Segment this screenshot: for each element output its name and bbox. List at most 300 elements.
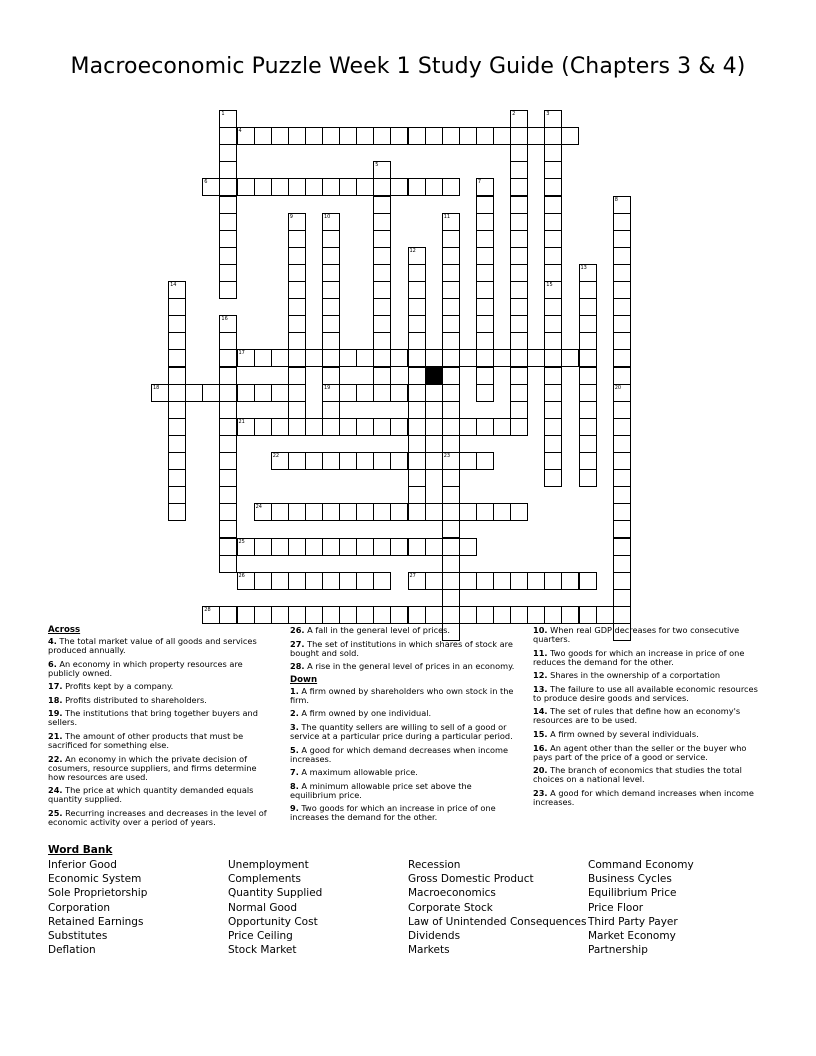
- grid-cell[interactable]: [288, 247, 306, 265]
- grid-cell[interactable]: [476, 367, 494, 385]
- grid-cell[interactable]: [544, 196, 562, 214]
- grid-cell[interactable]: [237, 384, 255, 402]
- grid-cell[interactable]: [271, 418, 289, 436]
- grid-cell[interactable]: [476, 349, 494, 367]
- grid-cell[interactable]: [493, 503, 511, 521]
- grid-cell[interactable]: [271, 178, 289, 196]
- grid-cell[interactable]: [219, 110, 237, 128]
- grid-cell[interactable]: [613, 264, 631, 282]
- grid-cell[interactable]: [442, 572, 460, 590]
- grid-cell[interactable]: [476, 572, 494, 590]
- grid-cell[interactable]: [219, 384, 237, 402]
- grid-cell[interactable]: [613, 606, 631, 624]
- grid-cell[interactable]: [613, 520, 631, 538]
- grid-cell[interactable]: [544, 161, 562, 179]
- grid-cell[interactable]: [579, 469, 597, 487]
- grid-cell[interactable]: [305, 538, 323, 556]
- grid-cell[interactable]: [322, 401, 340, 419]
- grid-cell[interactable]: [579, 384, 597, 402]
- grid-cell[interactable]: [561, 606, 579, 624]
- grid-cell[interactable]: [219, 469, 237, 487]
- grid-cell[interactable]: [476, 384, 494, 402]
- grid-cell[interactable]: [476, 127, 494, 145]
- grid-cell[interactable]: [425, 178, 443, 196]
- grid-cell[interactable]: [408, 606, 426, 624]
- grid-cell[interactable]: [254, 572, 272, 590]
- grid-cell[interactable]: [151, 384, 169, 402]
- grid-cell[interactable]: [544, 384, 562, 402]
- grid-cell[interactable]: [356, 127, 374, 145]
- grid-cell[interactable]: [237, 572, 255, 590]
- grid-cell[interactable]: [544, 572, 562, 590]
- grid-cell[interactable]: [288, 264, 306, 282]
- grid-cell[interactable]: [579, 606, 597, 624]
- grid-cell[interactable]: [613, 349, 631, 367]
- grid-cell[interactable]: [476, 196, 494, 214]
- grid-cell[interactable]: [510, 281, 528, 299]
- grid-cell[interactable]: [271, 349, 289, 367]
- grid-cell[interactable]: [322, 452, 340, 470]
- grid-cell[interactable]: [322, 367, 340, 385]
- grid-cell[interactable]: [373, 230, 391, 248]
- grid-cell[interactable]: [442, 486, 460, 504]
- grid-cell[interactable]: [288, 281, 306, 299]
- grid-cell[interactable]: [219, 178, 237, 196]
- grid-cell[interactable]: [510, 418, 528, 436]
- grid-cell[interactable]: [476, 247, 494, 265]
- grid-cell[interactable]: [596, 606, 614, 624]
- grid-cell[interactable]: [510, 161, 528, 179]
- grid-cell[interactable]: [613, 469, 631, 487]
- grid-cell[interactable]: [373, 349, 391, 367]
- grid-cell[interactable]: [168, 367, 186, 385]
- grid-cell[interactable]: [613, 486, 631, 504]
- grid-cell[interactable]: [271, 452, 289, 470]
- grid-cell[interactable]: [237, 127, 255, 145]
- grid-cell[interactable]: [510, 606, 528, 624]
- grid-cell[interactable]: [544, 127, 562, 145]
- grid-cell[interactable]: [544, 178, 562, 196]
- grid-cell[interactable]: [373, 538, 391, 556]
- grid-cell[interactable]: [544, 469, 562, 487]
- grid-cell[interactable]: [168, 332, 186, 350]
- grid-cell[interactable]: [288, 315, 306, 333]
- grid-cell[interactable]: [219, 247, 237, 265]
- grid-cell[interactable]: [288, 178, 306, 196]
- grid-cell[interactable]: [442, 452, 460, 470]
- grid-cell[interactable]: [510, 503, 528, 521]
- grid-cell[interactable]: [288, 230, 306, 248]
- grid-cell[interactable]: [219, 196, 237, 214]
- grid-cell[interactable]: [305, 503, 323, 521]
- grid-cell[interactable]: [613, 384, 631, 402]
- grid-cell[interactable]: [219, 161, 237, 179]
- grid-cell[interactable]: [288, 332, 306, 350]
- grid-cell[interactable]: [288, 367, 306, 385]
- grid-cell[interactable]: [288, 127, 306, 145]
- grid-cell[interactable]: [322, 606, 340, 624]
- grid-cell[interactable]: [390, 418, 408, 436]
- grid-cell[interactable]: [168, 503, 186, 521]
- grid-cell[interactable]: [219, 349, 237, 367]
- grid-cell[interactable]: [168, 418, 186, 436]
- grid-cell[interactable]: [339, 178, 357, 196]
- grid-cell[interactable]: [579, 298, 597, 316]
- grid-cell[interactable]: [390, 503, 408, 521]
- grid-cell[interactable]: [425, 452, 443, 470]
- grid-cell[interactable]: [237, 349, 255, 367]
- grid-cell[interactable]: [613, 298, 631, 316]
- grid-cell[interactable]: [390, 452, 408, 470]
- grid-cell[interactable]: [510, 315, 528, 333]
- grid-cell[interactable]: [408, 435, 426, 453]
- grid-cell[interactable]: [510, 178, 528, 196]
- grid-cell[interactable]: [271, 503, 289, 521]
- grid-cell[interactable]: [305, 452, 323, 470]
- grid-cell[interactable]: [425, 384, 443, 402]
- grid-cell[interactable]: [373, 315, 391, 333]
- grid-cell[interactable]: [373, 452, 391, 470]
- grid-cell[interactable]: [322, 213, 340, 231]
- grid-cell[interactable]: [613, 247, 631, 265]
- grid-cell[interactable]: [408, 486, 426, 504]
- grid-cell[interactable]: [459, 127, 477, 145]
- grid-cell[interactable]: [442, 127, 460, 145]
- grid-cell[interactable]: [322, 384, 340, 402]
- grid-cell[interactable]: [373, 572, 391, 590]
- grid-cell[interactable]: [202, 178, 220, 196]
- grid-cell[interactable]: [425, 127, 443, 145]
- grid-cell[interactable]: [202, 384, 220, 402]
- grid-cell[interactable]: [168, 384, 186, 402]
- grid-cell[interactable]: [442, 315, 460, 333]
- grid-cell[interactable]: [613, 281, 631, 299]
- grid-cell[interactable]: [237, 538, 255, 556]
- grid-cell[interactable]: [356, 178, 374, 196]
- grid-cell[interactable]: [390, 538, 408, 556]
- grid-cell[interactable]: [527, 127, 545, 145]
- grid-cell[interactable]: [408, 298, 426, 316]
- grid-cell[interactable]: [219, 127, 237, 145]
- grid-cell[interactable]: [219, 418, 237, 436]
- grid-cell[interactable]: [442, 298, 460, 316]
- grid-cell[interactable]: [442, 213, 460, 231]
- grid-cell[interactable]: [373, 213, 391, 231]
- grid-cell[interactable]: [408, 367, 426, 385]
- grid-cell[interactable]: [527, 572, 545, 590]
- grid-cell[interactable]: [322, 281, 340, 299]
- grid-cell[interactable]: [613, 213, 631, 231]
- grid-cell[interactable]: [254, 538, 272, 556]
- grid-cell[interactable]: [202, 606, 220, 624]
- grid-cell[interactable]: [408, 332, 426, 350]
- grid-cell[interactable]: [442, 418, 460, 436]
- grid-cell[interactable]: [288, 503, 306, 521]
- grid-cell[interactable]: [373, 247, 391, 265]
- grid-cell[interactable]: [305, 418, 323, 436]
- grid-cell[interactable]: [613, 332, 631, 350]
- grid-cell[interactable]: [339, 452, 357, 470]
- grid-cell[interactable]: [613, 418, 631, 436]
- grid-cell[interactable]: [390, 384, 408, 402]
- grid-cell[interactable]: [561, 127, 579, 145]
- grid-cell[interactable]: [425, 418, 443, 436]
- grid-cell[interactable]: [493, 418, 511, 436]
- grid-cell[interactable]: [544, 418, 562, 436]
- grid-cell[interactable]: [408, 349, 426, 367]
- grid-cell[interactable]: [356, 606, 374, 624]
- grid-cell[interactable]: [527, 606, 545, 624]
- grid-cell[interactable]: [493, 349, 511, 367]
- grid-cell[interactable]: [322, 315, 340, 333]
- grid-cell[interactable]: [442, 606, 460, 624]
- grid-cell[interactable]: [219, 213, 237, 231]
- grid-cell[interactable]: [544, 349, 562, 367]
- grid-cell[interactable]: [219, 503, 237, 521]
- grid-cell[interactable]: [510, 247, 528, 265]
- grid-cell[interactable]: [254, 178, 272, 196]
- grid-cell[interactable]: [373, 281, 391, 299]
- grid-cell[interactable]: [356, 538, 374, 556]
- grid-cell[interactable]: [476, 264, 494, 282]
- grid-cell[interactable]: [168, 349, 186, 367]
- grid-cell[interactable]: [408, 264, 426, 282]
- grid-cell[interactable]: [544, 230, 562, 248]
- grid-cell[interactable]: [442, 538, 460, 556]
- grid-cell[interactable]: [373, 503, 391, 521]
- grid-cell[interactable]: [579, 572, 597, 590]
- grid-cell[interactable]: [510, 264, 528, 282]
- grid-cell[interactable]: [493, 606, 511, 624]
- grid-cell[interactable]: [425, 538, 443, 556]
- grid-cell[interactable]: [305, 606, 323, 624]
- grid-cell[interactable]: [510, 367, 528, 385]
- grid-cell[interactable]: [613, 435, 631, 453]
- grid-cell[interactable]: [476, 178, 494, 196]
- grid-cell[interactable]: [254, 606, 272, 624]
- grid-cell[interactable]: [373, 332, 391, 350]
- grid-cell[interactable]: [476, 298, 494, 316]
- grid-cell[interactable]: [356, 452, 374, 470]
- grid-cell[interactable]: [510, 384, 528, 402]
- grid-cell[interactable]: [219, 144, 237, 162]
- grid-cell[interactable]: [168, 401, 186, 419]
- grid-cell[interactable]: [544, 213, 562, 231]
- grid-cell[interactable]: [408, 418, 426, 436]
- grid-cell[interactable]: [373, 298, 391, 316]
- grid-cell[interactable]: [219, 315, 237, 333]
- grid-cell[interactable]: [254, 384, 272, 402]
- grid-cell[interactable]: [322, 127, 340, 145]
- grid-cell[interactable]: [493, 572, 511, 590]
- grid-cell[interactable]: [459, 538, 477, 556]
- grid-cell[interactable]: [613, 315, 631, 333]
- grid-cell[interactable]: [339, 572, 357, 590]
- grid-cell[interactable]: [459, 349, 477, 367]
- grid-cell[interactable]: [476, 418, 494, 436]
- grid-cell[interactable]: [322, 503, 340, 521]
- grid-cell[interactable]: [510, 572, 528, 590]
- grid-cell[interactable]: [510, 349, 528, 367]
- grid-cell[interactable]: [442, 281, 460, 299]
- grid-cell[interactable]: [271, 384, 289, 402]
- grid-cell[interactable]: [613, 367, 631, 385]
- grid-cell[interactable]: [544, 247, 562, 265]
- grid-cell[interactable]: [579, 367, 597, 385]
- grid-cell[interactable]: [271, 572, 289, 590]
- grid-cell[interactable]: [408, 127, 426, 145]
- grid-cell[interactable]: [408, 538, 426, 556]
- grid-cell[interactable]: [442, 230, 460, 248]
- grid-cell[interactable]: [288, 606, 306, 624]
- grid-cell[interactable]: [442, 178, 460, 196]
- grid-cell[interactable]: [408, 469, 426, 487]
- grid-cell[interactable]: [425, 349, 443, 367]
- grid-cell[interactable]: [425, 503, 443, 521]
- grid-cell[interactable]: [613, 572, 631, 590]
- grid-cell[interactable]: [561, 572, 579, 590]
- grid-cell[interactable]: [271, 127, 289, 145]
- grid-cell[interactable]: [168, 435, 186, 453]
- grid-cell[interactable]: [356, 384, 374, 402]
- grid-cell[interactable]: [442, 520, 460, 538]
- grid-cell[interactable]: [613, 555, 631, 573]
- grid-cell[interactable]: [579, 264, 597, 282]
- grid-cell[interactable]: [510, 196, 528, 214]
- grid-cell[interactable]: [613, 589, 631, 607]
- grid-cell[interactable]: [339, 538, 357, 556]
- grid-cell[interactable]: [459, 503, 477, 521]
- grid-cell[interactable]: [476, 213, 494, 231]
- grid-cell[interactable]: [339, 127, 357, 145]
- grid-cell[interactable]: [219, 555, 237, 573]
- grid-cell[interactable]: [561, 349, 579, 367]
- grid-cell[interactable]: [613, 538, 631, 556]
- grid-cell[interactable]: [219, 520, 237, 538]
- grid-cell[interactable]: [544, 435, 562, 453]
- grid-cell[interactable]: [339, 418, 357, 436]
- grid-cell[interactable]: [254, 349, 272, 367]
- grid-cell[interactable]: [288, 538, 306, 556]
- grid-cell[interactable]: [373, 264, 391, 282]
- grid-cell[interactable]: [442, 332, 460, 350]
- grid-cell[interactable]: [425, 572, 443, 590]
- grid-cell[interactable]: [459, 572, 477, 590]
- grid-cell[interactable]: [322, 247, 340, 265]
- grid-cell[interactable]: [288, 452, 306, 470]
- grid-cell[interactable]: [476, 452, 494, 470]
- grid-cell[interactable]: [305, 349, 323, 367]
- grid-cell[interactable]: [510, 230, 528, 248]
- grid-cell[interactable]: [408, 572, 426, 590]
- grid-cell[interactable]: [219, 435, 237, 453]
- grid-cell[interactable]: [544, 367, 562, 385]
- grid-cell[interactable]: [476, 332, 494, 350]
- grid-cell[interactable]: [373, 178, 391, 196]
- grid-cell[interactable]: [356, 503, 374, 521]
- grid-cell[interactable]: [544, 264, 562, 282]
- grid-cell[interactable]: [544, 315, 562, 333]
- grid-cell[interactable]: [459, 452, 477, 470]
- grid-cell[interactable]: [271, 538, 289, 556]
- grid-cell[interactable]: [408, 452, 426, 470]
- grid-cell[interactable]: [373, 127, 391, 145]
- grid-cell[interactable]: [579, 401, 597, 419]
- grid-cell[interactable]: [408, 315, 426, 333]
- grid-cell[interactable]: [219, 367, 237, 385]
- grid-cell[interactable]: [373, 606, 391, 624]
- grid-cell[interactable]: [356, 418, 374, 436]
- grid-cell[interactable]: [476, 503, 494, 521]
- grid-cell[interactable]: [544, 298, 562, 316]
- grid-cell[interactable]: [219, 332, 237, 350]
- grid-cell[interactable]: [219, 606, 237, 624]
- grid-cell[interactable]: [390, 127, 408, 145]
- grid-cell[interactable]: [408, 503, 426, 521]
- grid-cell[interactable]: [322, 572, 340, 590]
- grid-cell[interactable]: [613, 452, 631, 470]
- grid-cell[interactable]: [322, 298, 340, 316]
- grid-cell[interactable]: [476, 606, 494, 624]
- grid-cell[interactable]: [288, 572, 306, 590]
- grid-cell[interactable]: [442, 589, 460, 607]
- grid-cell[interactable]: [459, 418, 477, 436]
- grid-cell[interactable]: [442, 349, 460, 367]
- grid-cell[interactable]: [459, 606, 477, 624]
- grid-cell[interactable]: [425, 606, 443, 624]
- grid-cell[interactable]: [322, 264, 340, 282]
- grid-cell[interactable]: [390, 349, 408, 367]
- grid-cell[interactable]: [442, 247, 460, 265]
- grid-cell[interactable]: [219, 538, 237, 556]
- grid-cell[interactable]: [493, 127, 511, 145]
- grid-cell[interactable]: [219, 486, 237, 504]
- grid-cell[interactable]: [254, 418, 272, 436]
- grid-cell[interactable]: [219, 230, 237, 248]
- grid-cell[interactable]: [544, 452, 562, 470]
- grid-cell[interactable]: [322, 178, 340, 196]
- grid-cell[interactable]: [219, 401, 237, 419]
- grid-cell[interactable]: [322, 349, 340, 367]
- grid-cell[interactable]: [510, 298, 528, 316]
- grid-cell[interactable]: [305, 178, 323, 196]
- grid-cell[interactable]: [373, 384, 391, 402]
- grid-cell[interactable]: [339, 349, 357, 367]
- grid-cell[interactable]: [408, 401, 426, 419]
- grid-cell[interactable]: [305, 127, 323, 145]
- grid-cell[interactable]: [579, 452, 597, 470]
- grid-cell[interactable]: [476, 315, 494, 333]
- grid-cell[interactable]: [373, 418, 391, 436]
- grid-cell[interactable]: [271, 606, 289, 624]
- grid-cell[interactable]: [613, 401, 631, 419]
- grid-cell[interactable]: [408, 281, 426, 299]
- grid-cell[interactable]: [168, 469, 186, 487]
- grid-cell[interactable]: [544, 401, 562, 419]
- grid-cell[interactable]: [288, 298, 306, 316]
- grid-cell[interactable]: [356, 572, 374, 590]
- grid-cell[interactable]: [476, 230, 494, 248]
- grid-cell[interactable]: [373, 161, 391, 179]
- grid-cell[interactable]: [579, 281, 597, 299]
- grid-cell[interactable]: [442, 384, 460, 402]
- grid-cell[interactable]: [237, 606, 255, 624]
- grid-cell[interactable]: [510, 401, 528, 419]
- grid-cell[interactable]: [219, 264, 237, 282]
- grid-cell[interactable]: [544, 332, 562, 350]
- grid-cell[interactable]: [305, 572, 323, 590]
- grid-cell[interactable]: [579, 315, 597, 333]
